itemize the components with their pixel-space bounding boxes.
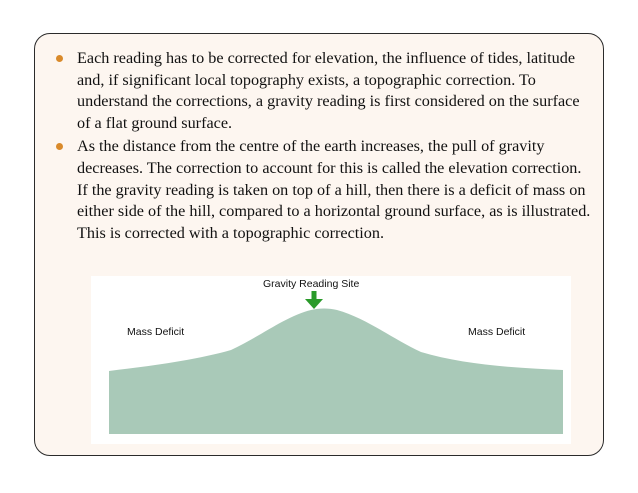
hill-illustration bbox=[91, 276, 571, 444]
slide-frame bbox=[34, 33, 604, 456]
bullet-list bbox=[53, 48, 593, 246]
bullet-text-2: As the distance from the centre of the earth increases, the pull of gravity decreases. The correction to account for this is called the elevation correction. If the gravity reading is taken on top of a hill, then there is a deficit of mass on either side of the hill, compared to a horizontal ground surface, as is illustrated. This is corrected with a topographic correction. bbox=[77, 137, 591, 242]
down-arrow-icon bbox=[305, 291, 323, 309]
bullet-text-1: Each reading has to be corrected for elevation, the influence of tides, latitude and, if significant local topography exists, a topographic correction. To understand the corrections, a gravity reading is first considered on the surface of a flat ground surface. bbox=[77, 49, 580, 132]
gravity-site-label: Gravity Reading Site bbox=[263, 278, 360, 290]
gravity-figure bbox=[91, 276, 571, 444]
mass-deficit-left-label: Mass Deficit bbox=[127, 326, 185, 338]
bullet-dot-icon bbox=[56, 55, 63, 62]
bullet-dot-icon bbox=[56, 143, 63, 150]
bullet-item-2 bbox=[53, 136, 593, 244]
bullet-item-1 bbox=[53, 48, 593, 134]
mass-deficit-right-label: Mass Deficit bbox=[468, 326, 526, 338]
